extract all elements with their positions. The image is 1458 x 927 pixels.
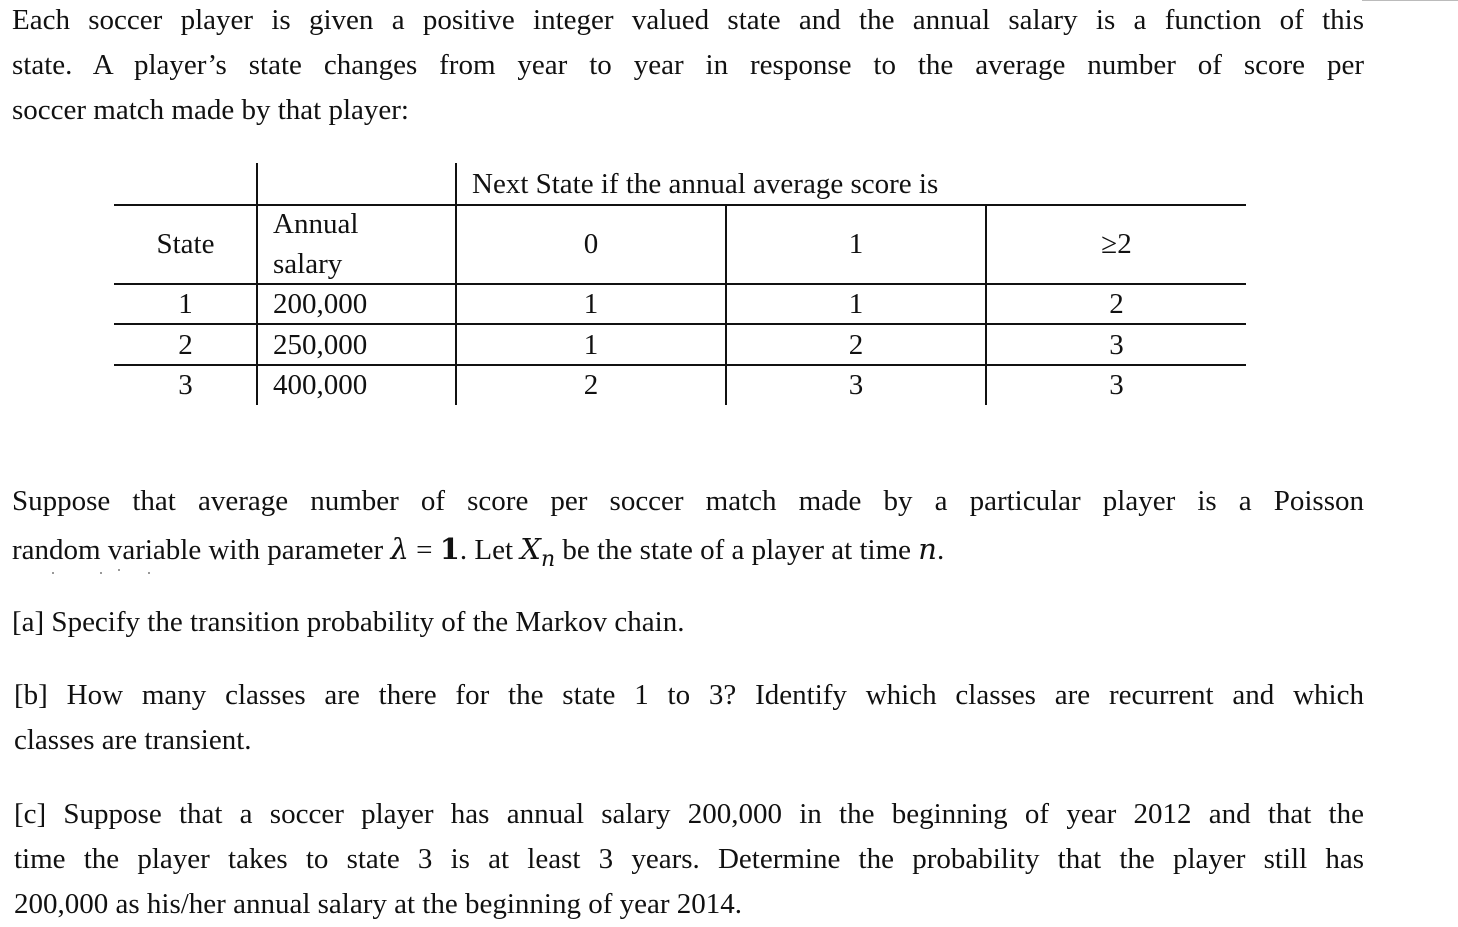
lambda-value: 1 <box>439 532 460 566</box>
intro-line-1: Each soccer player is given a positive integer valued state and the annual salary is a function of this <box>12 4 1364 36</box>
question-b-line-1: [b] How many classes are there for the state 1 to 3? Identify which classes are recurrent and which <box>14 679 1364 711</box>
table-rule-row-2 <box>114 364 1246 366</box>
table-header-salary-1: Annual <box>273 208 359 240</box>
lambda-symbol: λ <box>390 532 409 566</box>
table-header-score-1: 1 <box>848 228 864 260</box>
question-c-line-1: [c] Suppose that a soccer player has annual salary 200,000 in the beginning of year 2012 and that the <box>14 798 1364 830</box>
table-rule-group-bottom <box>457 204 1246 206</box>
table-header-score-2plus: ≥2 <box>1101 228 1132 260</box>
intro-line-2: state. A player’s state changes from year to year in response to the average number of score per <box>12 49 1364 81</box>
table-row-2-next-0: 1 <box>583 329 599 361</box>
poisson-text-d: . <box>936 534 945 566</box>
question-c <box>14 792 1364 927</box>
table-header-state: State <box>156 228 215 260</box>
table-row-1-state: 1 <box>178 288 193 320</box>
poisson-text-c: be the state of a player at time <box>555 534 919 566</box>
table-row-3-next-0: 2 <box>583 369 599 401</box>
n-symbol: n <box>918 532 937 566</box>
table-header-score-0: 0 <box>583 228 599 260</box>
question-b-line-2: classes are transient. <box>14 724 252 756</box>
intro-line-3: soccer match made by that player: <box>12 94 409 126</box>
poisson-text-a: random variable with parameter <box>12 534 391 566</box>
table-row-2-next-1: 2 <box>848 329 864 361</box>
question-c-line-3: 200,000 as his/her annual salary at the beginning of year 2014. <box>14 888 743 920</box>
question-a-text: [a] Specify the transition probability of the Markov chain. <box>12 606 685 638</box>
poisson-paragraph <box>12 477 1364 584</box>
question-b <box>14 673 1364 763</box>
table-header-salary-2: salary <box>273 248 343 280</box>
table-row-2-state: 2 <box>178 329 193 361</box>
scan-speckles <box>52 572 152 578</box>
table-row-2-salary: 250,000 <box>273 329 368 361</box>
table-row-3-state: 3 <box>178 369 193 401</box>
top-border <box>1362 0 1458 1</box>
table-row-1-next-1: 1 <box>848 288 864 320</box>
table-row-2-next-2: 3 <box>1109 329 1124 361</box>
table-row-3-next-1: 3 <box>848 369 864 401</box>
poisson-line-1: Suppose that average number of score per soccer match made by a particular player is a Poisson <box>12 485 1364 517</box>
question-c-line-2: time the player takes to state 3 is at least 3 years. Determine the probability that the player still has <box>14 843 1364 875</box>
table-rule-row-1 <box>114 323 1246 325</box>
equals-sign: = <box>408 534 440 566</box>
table-row-1-next-2: 2 <box>1109 288 1124 320</box>
table-rule-header-bottom <box>114 283 1246 285</box>
poisson-line-2 <box>12 525 1364 584</box>
question-a <box>12 600 1364 645</box>
table-row-1-next-0: 1 <box>583 288 599 320</box>
intro-paragraph <box>12 0 1364 133</box>
x-subscript: n <box>540 546 556 572</box>
table-row-3-salary: 400,000 <box>273 369 368 401</box>
table-group-header: Next State if the annual average score is <box>472 168 939 200</box>
table-row-1-salary: 200,000 <box>273 288 368 320</box>
x-symbol: X <box>520 532 541 566</box>
poisson-text-b: . Let <box>459 534 521 566</box>
table-row-3-next-2: 3 <box>1109 369 1124 401</box>
